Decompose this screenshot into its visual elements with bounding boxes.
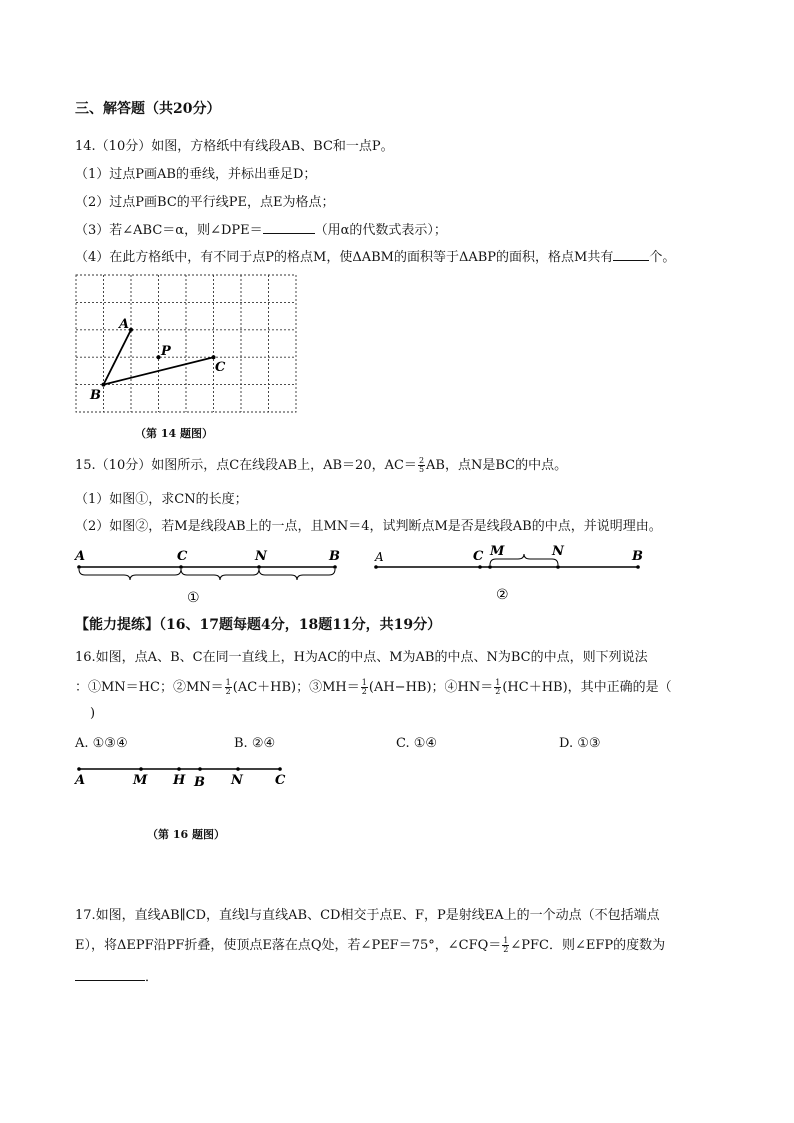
- fig2-mark: ②: [496, 587, 509, 603]
- q17-line-3: [75, 966, 158, 985]
- q16-option-d[interactable]: D. ①③: [559, 736, 601, 751]
- fig1-label-c: C: [177, 549, 188, 564]
- q17-line-2-a: E），将ΔEPF沿PF折叠，使顶点E落在点Q处，若∠PEF＝75°，∠CFQ＝: [75, 938, 502, 953]
- label-b: B: [90, 388, 101, 403]
- q17-period: ．: [145, 970, 159, 985]
- point-a: [129, 328, 133, 332]
- q16-statement-1: ：①MN＝HC；②MN＝: [75, 680, 224, 695]
- label-p: P: [161, 344, 171, 359]
- q15-figure-2: [372, 545, 647, 605]
- fig1-label-b: B: [329, 549, 340, 564]
- fig16-label-n: N: [231, 773, 243, 788]
- fig16-label-c: C: [275, 773, 286, 788]
- q14-part1: （1）过点P画AB的垂线，并标出垂足D；: [75, 167, 317, 182]
- q17-line-1: 17.如图，直线AB∥CD，直线l与直线AB、CD相交于点E、F，P是射线EA上的一个动点（不包括端点: [75, 908, 660, 923]
- fraction-half: $\frac{1}{2}$: [503, 936, 509, 954]
- q16-option-a[interactable]: A. ①③④: [75, 736, 128, 751]
- fig2-label-a: A: [375, 550, 384, 564]
- q16-figure: [75, 762, 295, 792]
- q15-part1: （1）如图①，求CN的长度；: [75, 492, 248, 507]
- q16-option-b[interactable]: B. ②④: [234, 736, 276, 751]
- point-b: [102, 383, 106, 387]
- q17-answer-blank[interactable]: [75, 968, 145, 981]
- q15-stem-a: 15.（10分）如图所示，点C在线段AB上，AB＝20，AC＝: [75, 458, 417, 473]
- q17-line-2-b: ∠PFC．则∠EFP的度数为: [510, 938, 666, 953]
- q16-statement-3: (AH−HB)；④HN＝: [368, 680, 494, 695]
- fig2-label-b: B: [632, 549, 643, 564]
- fraction-half: $\frac{1}{2}$: [361, 678, 367, 696]
- q16-answer-paren-close[interactable]: ): [90, 706, 96, 721]
- fig16-label-a: A: [75, 773, 86, 788]
- fig2-label-m: M: [490, 544, 505, 559]
- q15-part2: （2）如图②，若M是线段AB上的一点，且MN＝4，试判断点M是否是线段AB的中点，并说明理由。: [75, 519, 662, 534]
- q14-part3-text-b: （用α的代数式表示）；: [314, 223, 447, 238]
- segment-ab: [104, 330, 132, 385]
- q15-stem: [75, 454, 567, 474]
- q16-statement-2: (AC＋HB)；③MH＝: [232, 680, 360, 695]
- q14-answer-blank-3[interactable]: [263, 221, 315, 234]
- q17-line-2: [75, 934, 665, 954]
- q14-part2: （2）过点P画BC的平行线PE，点E为格点；: [75, 195, 335, 210]
- section-title: 三、解答题（共20分）: [75, 101, 221, 117]
- fig2-label-n: N: [552, 544, 564, 559]
- label-a: A: [119, 317, 130, 332]
- fig2-label-c: C: [473, 549, 484, 564]
- fig1-label-n: N: [255, 549, 267, 564]
- fig16-label-m: M: [133, 773, 148, 788]
- point-p: [157, 355, 161, 359]
- q15-figure-1: [75, 545, 345, 605]
- fraction-two-fifths: $\frac{2}{5}$: [418, 456, 425, 474]
- ability-section-title: 【能力提练】（16、17题每题4分，18题11分，共19分）: [75, 617, 442, 633]
- fraction-half: $\frac{1}{2}$: [495, 678, 501, 696]
- point-c: [212, 355, 216, 359]
- q14-part3-text-a: （3）若∠ABC＝α，则∠DPE＝: [75, 223, 263, 238]
- q16-stem: 16.如图，点A、B、C在同一直线上，H为AC的中点、M为AB的中点、N为BC的中点，则下列说法: [75, 650, 648, 665]
- fraction-half: $\frac{1}{2}$: [225, 678, 231, 696]
- q16-statements: [75, 676, 672, 696]
- q15-stem-b: AB，点N是BC的中点。: [426, 458, 568, 473]
- q14-stem: 14.（10分）如图，方格纸中有线段AB、BC和一点P。: [75, 139, 394, 154]
- fig1-label-a: A: [75, 549, 86, 564]
- q14-part3: [75, 219, 447, 238]
- q14-part4: [75, 246, 675, 265]
- q16-caption: （第 16 题图）: [147, 828, 225, 841]
- fig16-label-h: H: [173, 773, 186, 788]
- q14-part4-text-a: （4）在此方格纸中，有不同于点P的格点M，使ΔABM的面积等于ΔABP的面积，格点M共有: [75, 250, 614, 265]
- q14-figure-grid: [75, 274, 297, 414]
- q14-caption: （第 14 题图）: [135, 427, 213, 440]
- q14-part4-text-b: 个。: [649, 250, 676, 265]
- label-c: C: [215, 360, 226, 375]
- fig16-label-b: B: [194, 775, 205, 790]
- q14-answer-blank-4[interactable]: [613, 248, 649, 261]
- q16-option-c[interactable]: C. ①④: [396, 736, 438, 751]
- q16-statement-4: (HC＋HB)，其中正确的是（: [502, 680, 672, 695]
- fig1-mark: ①: [187, 590, 200, 606]
